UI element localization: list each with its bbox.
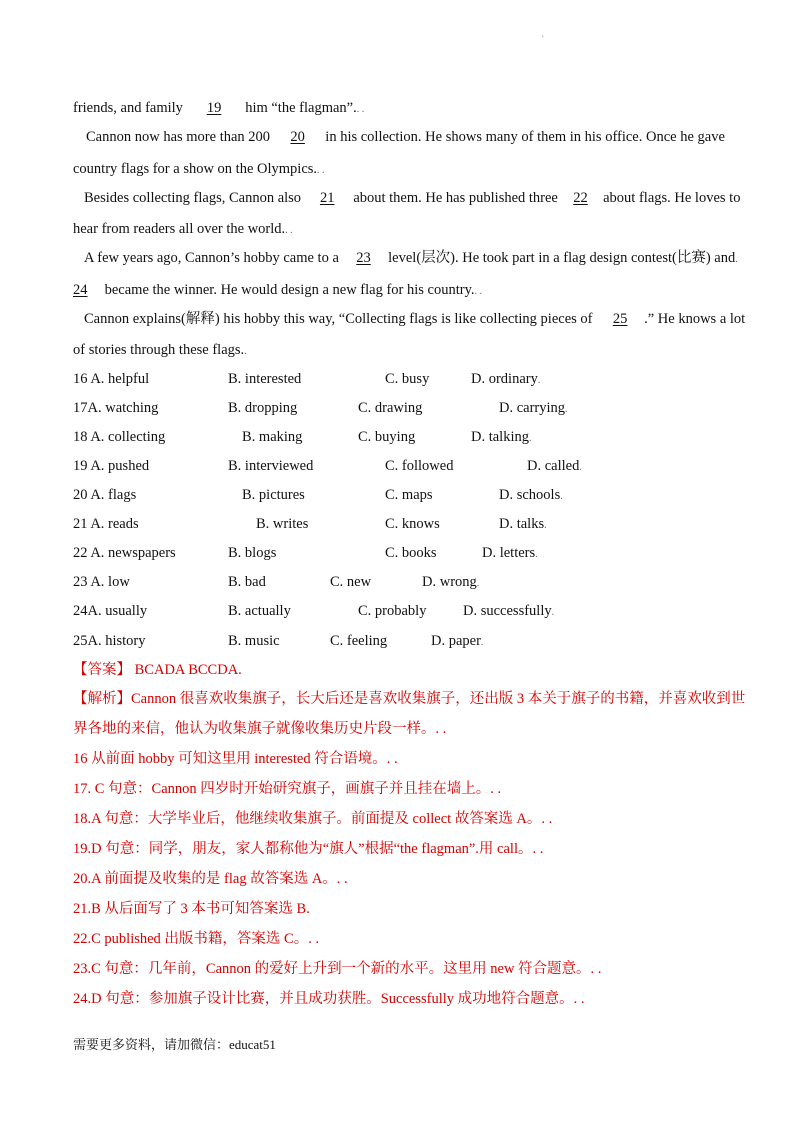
option-d: D. called. [527,458,582,474]
option-c: C. new [330,574,372,590]
passage-line-7 [73,283,482,298]
explanation-21: 21.B 从后面写了 3 本书可知答案选 B. [73,901,310,917]
option-row-22 [73,546,733,564]
option-b: B. dropping [228,400,298,416]
explanation-24: 24.D 句意：参加旗子设计比赛，并且成功获胜。Successfully 成功地符合题意。. . [73,991,585,1007]
option-d: D. talking. [471,429,532,445]
paragraph-mark: . . [356,104,365,115]
option-b: B. interested [228,371,302,387]
option-b: B. actually [228,603,291,619]
option-d: D. successfully. [463,603,555,619]
option-row-21 [73,517,733,535]
passage-text: of stories through these flags. [73,342,245,358]
paragraph-mark: . [735,254,738,265]
footer-contact: 需要更多资料，请加微信：educat51 [73,1037,276,1052]
option-row-18 [73,430,733,448]
option-b: B. blogs [228,545,277,561]
option-d: D. schools. [499,487,563,503]
analysis-line-2: 界各地的来信，他认为收集旗子就像收集历史片段一样。. . [73,721,447,737]
paragraph-mark: . . [317,165,325,176]
passage-line-4 [84,191,740,206]
option-row-25 [73,634,733,652]
option-c: C. followed [385,458,454,474]
blank-24: 24 [73,282,88,298]
explanation-16: 16 从前面 hobby 可知这里用 interested 符合语境。. . [73,751,398,767]
explanation-23: 23.C 句意：几年前，Cannon 的爱好上升到一个新的水平。这里用 new 符合题意。. . [73,961,602,977]
option-b: B. writes [256,516,309,532]
option-c: C. probably [358,603,427,619]
option-d: D. wrong. [422,574,480,590]
option-d: D. carrying. [499,400,568,416]
passage-text: in his collection. He shows many of them in his office. Once he gave [321,129,725,145]
option-a: 21 A. reads [73,516,139,532]
passage-text: Cannon explains(解释) his hobby this way, “Collecting flags is like collecting pieces of [84,311,597,327]
explanation-19: 19.D 句意：同学，朋友，家人都称他为“旗人”根据“the flagman”.用 call。. . [73,841,544,857]
passage-text: .” He knows a lot [644,311,746,327]
analysis-line-1: 【解析】Cannon 很喜欢收集旗子，长大后还是喜欢收集旗子，还出版 3 本关于旗子的书籍，并喜欢收到世 [73,691,746,707]
blank-23: 23 [356,250,371,266]
explanation-20: 20.A 前面提及收集的是 flag 故答案选 A。. . [73,871,348,887]
option-a: 24A. usually [73,603,148,619]
option-b: B. bad [228,574,266,590]
option-b: B. interviewed [228,458,314,474]
option-b: B. making [242,429,303,445]
explanation-18: 18.A 句意：大学毕业后，他继续收集旗子。前面提及 collect 故答案选 A。. . [73,811,553,827]
passage-line-8 [84,312,745,327]
passage-line-1 [73,101,364,116]
paragraph-mark: . . [285,225,293,236]
option-c: C. books [385,545,437,561]
passage-text: about them. He has published three [349,190,562,206]
option-a: 16 A. helpful [73,371,150,387]
passage-text: A few years ago, Cannon’s hobby came to a [84,250,343,266]
option-row-17 [73,401,733,419]
option-c: C. knows [385,516,440,532]
option-a: 19 A. pushed [73,458,150,474]
passage-line-5 [73,222,293,237]
passage-text: about flags. He loves to [599,190,741,206]
blank-21: 21 [319,190,335,206]
answer-line: 【答案】 BCADA BCCDA. [73,662,242,678]
option-row-24 [73,604,733,622]
passage-text: became the winner. He would design a new flag for his country. [101,282,475,298]
option-c: C. drawing [358,400,423,416]
option-d: D. paper. [431,633,484,649]
passage-text: Besides collecting flags, Cannon also [84,190,305,206]
option-row-19 [73,459,733,477]
option-row-16 [73,372,733,390]
passage-text: friends, and family [73,100,187,116]
option-a: 25A. history [73,633,146,649]
option-c: C. maps [385,487,433,503]
header-mark: ' [542,34,544,44]
passage-line-2 [86,130,725,145]
paragraph-mark: . . [474,286,483,297]
option-a: 18 A. collecting [73,429,166,445]
option-a: 17A. watching [73,400,159,416]
option-d: D. talks. [499,516,547,532]
passage-text: him “the flagman”. [241,100,357,116]
option-a: 23 A. low [73,574,130,590]
option-row-20 [73,488,733,506]
option-a: 20 A. flags [73,487,137,503]
passage-text: level(层次). He took part in a flag design contest(比赛) and [384,250,736,266]
paragraph-mark: . [244,346,247,357]
option-d: D. ordinary. [471,371,541,387]
passage-line-3 [73,162,325,177]
blank-19: 19 [206,100,222,116]
explanation-22: 22.C published 出版书籍，答案选 C。. . [73,931,320,947]
option-c: C. busy [385,371,430,387]
option-b: B. music [228,633,280,649]
passage-text: hear from readers all over the world. [73,221,286,237]
passage-line-6 [84,251,738,266]
blank-22: 22 [573,190,588,206]
passage-line-9 [73,343,247,358]
blank-25: 25 [612,311,628,327]
option-c: C. feeling [330,633,388,649]
option-b: B. pictures [242,487,305,503]
option-c: C. buying [358,429,416,445]
option-a: 22 A. newspapers [73,545,176,561]
blank-20: 20 [290,129,305,145]
passage-text: country flags for a show on the Olympics. [73,161,318,177]
passage-text: Cannon now has more than 200 [86,129,274,145]
explanation-17: 17. C 句意：Cannon 四岁时开始研究旗子，画旗子并且挂在墙上。. . [73,781,502,797]
option-row-23 [73,575,733,593]
option-d: D. letters. [482,545,538,561]
